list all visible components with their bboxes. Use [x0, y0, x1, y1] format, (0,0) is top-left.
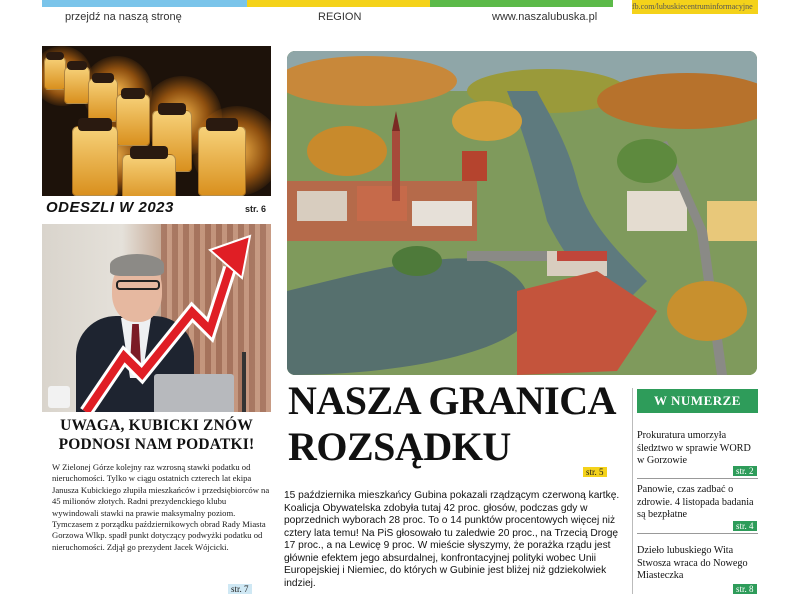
- site-link-label[interactable]: przejdź na naszą stronę: [65, 11, 182, 23]
- main-story-lead: 15 października mieszkańcy Gubina pokazali rządzącym czerwoną kartkę. Koalicja Obywatelska zdobyła tutaj 42 proc. głosów, podczas gdy w poprzednich wyborach 28 proc. To o 14 punktów procentowych więcej niż cztery lata temu! Na PiS głosowało tu zaledwie 20 proc., na Trzecią Drogę 17 proc., a na Lewicę 9 proc. W mieście słyszymy, że porażka rządu jest głównie efektem jego absurdalnej, konfrontacyjnej polityki wobec Unii Europejskiej i Niemiec, do których w Gubinie jest bliżej niż gdziekolwiek indziej.: [284, 490, 620, 589]
- main-story-page-ref: str. 5: [583, 467, 607, 477]
- column-divider: [632, 388, 633, 594]
- section-label: REGION: [318, 11, 362, 23]
- main-title-line1: NASZA GRANICA: [288, 378, 616, 423]
- in-issue-separator: [637, 478, 758, 479]
- in-issue-item-1[interactable]: Prokuratura umorzyła śledztwo w sprawie WORD w Gorzowie: [637, 430, 751, 466]
- strip-green: [430, 0, 613, 7]
- in-issue-heading: W NUMERZE: [637, 389, 758, 413]
- kubicki-headline-line1: UWAGA, KUBICKI ZNÓW: [60, 417, 253, 434]
- rising-arrow-icon: [42, 224, 271, 412]
- strip-yellow: [247, 0, 430, 7]
- facebook-handle[interactable]: fb.com/lubuskiecentruminformacyjne: [632, 2, 753, 11]
- website-url[interactable]: www.naszalubuska.pl: [492, 11, 598, 23]
- in-issue-separator: [637, 533, 758, 534]
- kubicki-paragraph-1: W Zielonej Górze kolejny raz wzrosną stawki podatku od nieruchomości. Tylko w ciągu ostatnich czterech lat ekipa Janusza Kubickiego złupiła mieszkańców i przedsiębiorców na 45 milionów złotych. Radni prezydenckiego klubu wywindowali stawki na prawie maksymalny poziom.: [52, 462, 270, 518]
- kubicki-paragraph-2: Tymczasem z porządku październikowych obrad Rady Miasta Gorzowa Wlkp. spadł punkt dotyczący podwyżki podatku od nieruchomości. Zdjął go prezydent Jacek Wójcicki.: [52, 519, 266, 552]
- aerial-town-river-photo[interactable]: [287, 51, 757, 375]
- odeszli-page-ref: str. 6: [245, 204, 267, 214]
- kubicki-article-body: [42, 462, 271, 553]
- odeszli-title[interactable]: ODESZLI W 2023: [46, 199, 174, 216]
- strip-blue: [42, 0, 247, 7]
- in-issue-item-3[interactable]: Dzieło lubuskiego Wita Stwosza wraca do Nowego Miasteczka: [637, 545, 748, 581]
- main-story-title[interactable]: [288, 378, 633, 470]
- candles-photo[interactable]: [42, 46, 271, 196]
- kubicki-headline[interactable]: [42, 416, 271, 454]
- in-issue-item-3-page-ref: str. 8: [733, 584, 757, 594]
- kubicki-page-ref: str. 7: [228, 584, 252, 594]
- in-issue-item-1-page-ref: str. 2: [733, 466, 757, 476]
- kubicki-headline-line2: PODNOSI NAM PODATKI!: [58, 436, 255, 453]
- in-issue-item-2-page-ref: str. 4: [733, 521, 757, 531]
- main-title-line2: ROZSĄDKU: [288, 424, 511, 469]
- in-issue-item-2[interactable]: Panowie, czas zadbać o zdrowie. 4 listopada badania są bezpłatne: [637, 484, 754, 520]
